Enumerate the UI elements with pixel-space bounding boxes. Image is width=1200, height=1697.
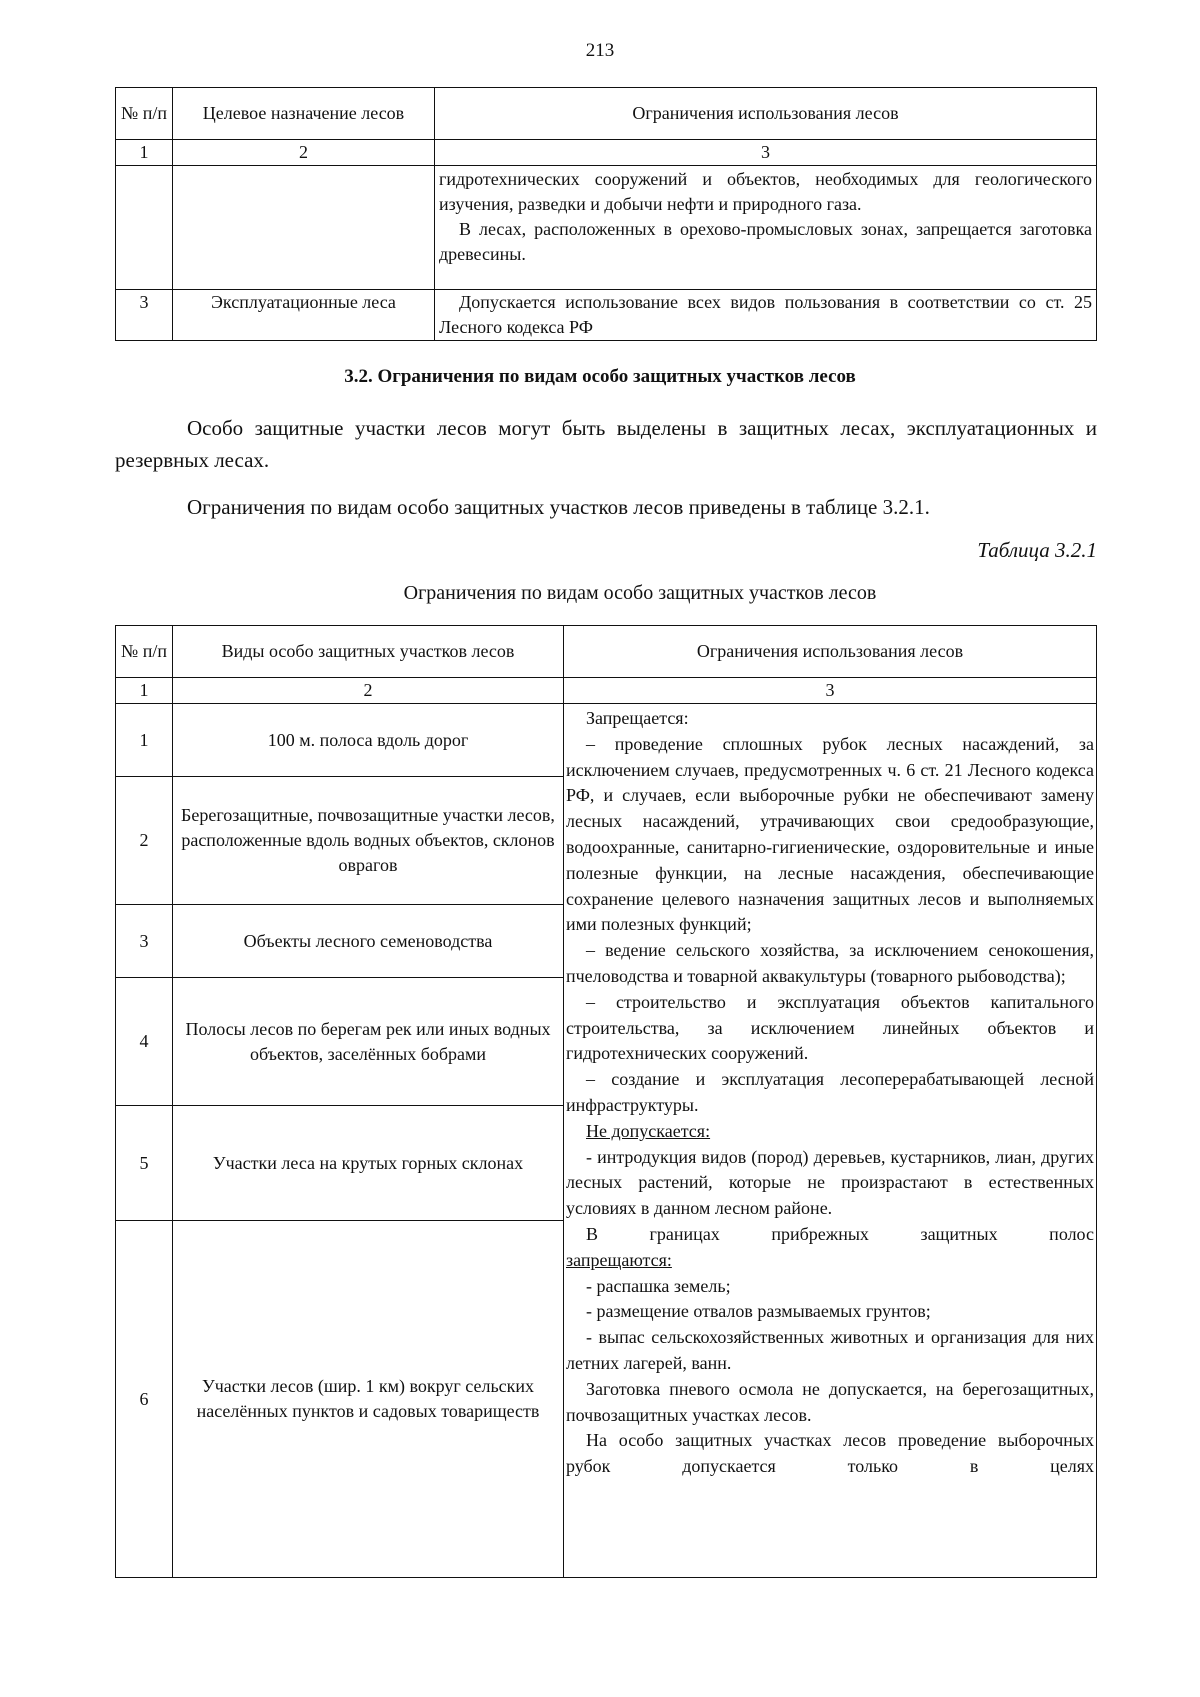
table2-restrictions-cell — [564, 704, 1097, 1578]
section-paragraph-2: Ограничения по видам особо защитных участков лесов приведены в таблице 3.2.1. — [187, 495, 930, 519]
table1-colnum-row — [116, 140, 1097, 166]
restrictions-prohibited-4: – создание и эксплуатация лесоперерабатывающей лесной инфраструктуры. — [566, 1069, 1094, 1115]
table2-header-row — [116, 626, 1097, 678]
table2-row3-kind: Объекты лесного семеноводства — [173, 905, 564, 978]
table1-row-3 — [116, 290, 1097, 341]
table1-cont-num — [116, 166, 173, 290]
section-paragraph-1: Особо защитные участки лесов могут быть выделены в защитных лесах, эксплуатационных и резервных лесах. — [115, 416, 1097, 472]
table2-row4-kind: Полосы лесов по берегам рек или иных водных объектов, заселённых бобрами — [173, 978, 564, 1106]
table1-colnum-2: 2 — [173, 140, 435, 166]
table1-header-row — [116, 88, 1097, 140]
restrictions-prohibited-1: – проведение сплошных рубок лесных насаждений, за исключением случаев, предусмотренных ч. 6 ст. 21 Лесного кодекса РФ, и случаев, если выборочные рубки не обеспечивают замену лесных насаждений, утрачивающих свои средообразующие, водоохранные, санитарно-гигиенические, оздоровительные и иные полезные функции, на лесные насаждения, обеспечивающие сохранение целевого назначения защитных лесов и выполняемых ими полезных функций; — [566, 733, 1094, 935]
table-title: Ограничения по видам особо защитных участков лесов — [403, 582, 877, 604]
table2-header-num: № п/п — [116, 626, 173, 678]
table2-row5-num: 5 — [116, 1106, 173, 1221]
table2-row-1 — [116, 704, 1097, 777]
table1-header-num: № п/п — [116, 88, 173, 140]
table2-colnum-1: 1 — [116, 678, 173, 704]
table2-row6-kind: Участки лесов (шир. 1 км) вокруг сельских населённых пунктов и садовых товариществ — [173, 1221, 564, 1578]
restrictions-not-allowed-1: - интродукция видов (пород) деревьев, кустарников, лиан, других лесных растений, которые не произрастают в естественных условиях в данном лесном районе. — [566, 1146, 1094, 1219]
table2-row2-kind: Берегозащитные, почвозащитные участки лесов, расположенные вдоль водных объектов, склонов оврагов — [173, 777, 564, 905]
page-number: 213 — [585, 40, 615, 61]
table2-colnum-3: 3 — [564, 678, 1097, 704]
restrictions-prohibited-3: – строительство и эксплуатация объектов капитального строительства, за исключением линейных объектов и гидротехнических сооружений. — [566, 991, 1094, 1064]
restrictions-coastal-1: - распашка земель; — [586, 1275, 731, 1296]
restrictions-coastal-intro: В границах прибрежных защитных полос — [586, 1223, 1094, 1244]
table1-cont-restrictions — [435, 166, 1097, 290]
table1-header-restrictions: Ограничения использования лесов — [435, 88, 1097, 140]
table-label: Таблица 3.2.1 — [977, 538, 1097, 562]
restrictions-prohibited-2: – ведение сельского хозяйства, за исключением сенокошения, пчеловодства и товарной аквакультуры (товарного рыбоводства); — [566, 940, 1094, 986]
table2-row2-num: 2 — [116, 777, 173, 905]
restrictions-resin: Заготовка пневого осмола не допускается, на берегозащитных, почвозащитных участках лесов. — [566, 1378, 1094, 1425]
table2-row6-num: 6 — [116, 1221, 173, 1578]
table2-header-restrictions: Ограничения использования лесов — [564, 626, 1097, 678]
restrictions-not-allowed-title: Не допускается: — [586, 1120, 711, 1141]
table1-header-purpose: Целевое назначение лесов — [173, 88, 435, 140]
land-purpose-table-continued — [115, 87, 1097, 341]
section-heading: 3.2. Ограничения по видам особо защитных участков лесов — [344, 366, 856, 387]
protective-areas-table — [115, 625, 1097, 1578]
table2-row5-kind: Участки леса на крутых горных склонах — [173, 1106, 564, 1221]
table2-row3-num: 3 — [116, 905, 173, 978]
table1-row3-purpose: Эксплуатационные леса — [173, 290, 435, 341]
table2-colnum-2: 2 — [173, 678, 564, 704]
restrictions-selective-cut: На особо защитных участках лесов проведение выборочных рубок допускается только в целях — [566, 1430, 1094, 1477]
restrictions-coastal-title: запрещаются: — [566, 1249, 672, 1270]
table1-cont-para2: В лесах, расположенных в орехово-промысловых зонах, запрещается заготовка древесины. — [439, 219, 1092, 264]
table2-colnum-row — [116, 678, 1097, 704]
table1-colnum-3: 3 — [435, 140, 1097, 166]
restrictions-prohibited-title: Запрещается: — [586, 708, 689, 728]
table1-cont-para1: гидротехнических сооружений и объектов, необходимых для геологического изучения, разведки и добычи нефти и природного газа. — [439, 169, 1092, 214]
restrictions-coastal-2: - размещение отвалов размываемых грунтов; — [586, 1301, 931, 1322]
table1-colnum-1: 1 — [116, 140, 173, 166]
table2-row1-kind: 100 м. полоса вдоль дорог — [173, 704, 564, 777]
restrictions-coastal-3: - выпас сельскохозяйственных животных и организация для них летних лагерей, ванн. — [566, 1327, 1094, 1373]
table1-continuation-row — [116, 166, 1097, 290]
table2-row4-num: 4 — [116, 978, 173, 1106]
table2-row1-num: 1 — [116, 704, 173, 777]
table1-cont-purpose — [173, 166, 435, 290]
table1-row3-num: 3 — [116, 290, 173, 341]
table1-row3-restriction: Допускается использование всех видов пользования в соответствии со ст. 25 Лесного кодекса РФ — [435, 290, 1097, 341]
table2-header-kind: Виды особо защитных участков лесов — [173, 626, 564, 678]
